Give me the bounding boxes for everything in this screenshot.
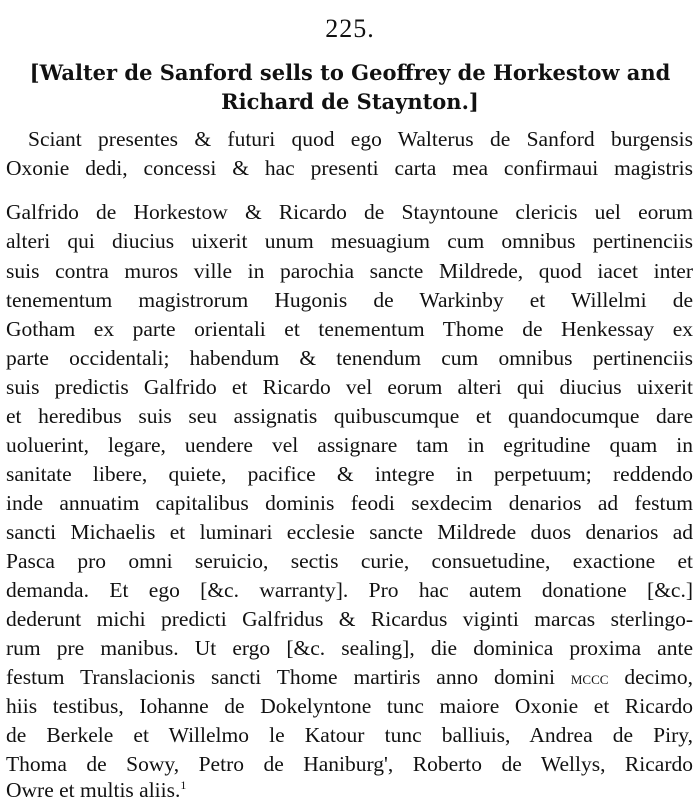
- body-line-21: de Berkele et Willelmo le Katour tunc balliuis, Andrea de Piry,: [6, 723, 693, 747]
- body-line-3: Galfrido de Horkestow & Ricardo de Stayntoune clericis uel eorum: [6, 200, 693, 224]
- body-line-13: inde annuatim capitalibus dominis feodi sexdecim denarios ad festum: [6, 491, 693, 515]
- body-line-9: suis predictis Galfrido et Ricardo vel eorum alteri qui diucius uixerit: [6, 375, 693, 399]
- heading-line-1: [Walter de Sanford sells to Geoffrey de Horkestow and: [29, 60, 671, 85]
- body-line-20: hiis testibus, Iohanne de Dokelyntone tunc maiore Oxonie et Ricardo: [6, 694, 693, 718]
- closing-text: Owre et multis aliis.: [6, 778, 181, 802]
- page-number: 225.: [325, 14, 375, 43]
- body-line-1: Sciant presentes & futuri quod ego Walterus de Sanford burgensis: [28, 127, 693, 151]
- body-line-5: suis contra muros ville in parochia sancte Mildrede, quod iacet inter: [6, 259, 693, 283]
- body-line-6: tenementum magistrorum Hugonis de Warkinby et Willelmi de: [6, 288, 693, 312]
- body-line-19: [6, 662, 693, 692]
- body-line-7: Gotham ex parte orientali et tenementum Thome de Henkessay ex: [6, 317, 693, 341]
- footnote-marker: 1: [180, 777, 187, 792]
- body-line-16: demanda. Et ego [&c. warranty]. Pro hac autem donatione [&c.]: [6, 578, 693, 602]
- body-line-22: Thoma de Sowy, Petro de Haniburg', Roberto de Wellys, Ricardo: [6, 752, 693, 776]
- heading-line-2: Richard de Staynton.]: [221, 89, 479, 114]
- line-19-text-end: decimo,: [624, 665, 694, 689]
- body-line-23: [6, 775, 693, 805]
- body-line-10: et heredibus suis seu assignatis quibuscumque et quandocumque dare: [6, 404, 693, 428]
- body-line-17: dederunt michi predicti Galfridus & Ricardus viginti marcas sterlingo-: [6, 607, 693, 631]
- body-line-4: alteri qui diucius uixerit unum mesuagium cum omnibus pertinenciis: [6, 229, 693, 253]
- body-line-12: sanitate libere, quiete, pacifice & integre in perpetuum; reddendo: [6, 462, 693, 486]
- body-line-15: Pasca pro omni seruicio, sectis curie, consuetudine, exactione et: [6, 549, 693, 573]
- line-19-text: festum Translacionis sancti Thome martiris anno domini: [6, 665, 555, 689]
- year-numeral: mccc: [570, 668, 609, 689]
- body-line-8: parte occidentali; habendum & tenendum cum omnibus pertinenciis: [6, 346, 693, 370]
- body-line-18: rum pre manibus. Ut ergo [&c. sealing], die dominica proxima ante: [6, 636, 693, 660]
- body-line-14: sancti Michaelis et luminari ecclesie sancte Mildrede duos denarios ad: [6, 520, 693, 544]
- body-line-11: uoluerint, legare, uendere vel assignare tam in egritudine quam in: [6, 433, 693, 457]
- body-line-2: Oxonie dedi, concessi & hac presenti carta mea confirmaui magistris: [6, 156, 693, 180]
